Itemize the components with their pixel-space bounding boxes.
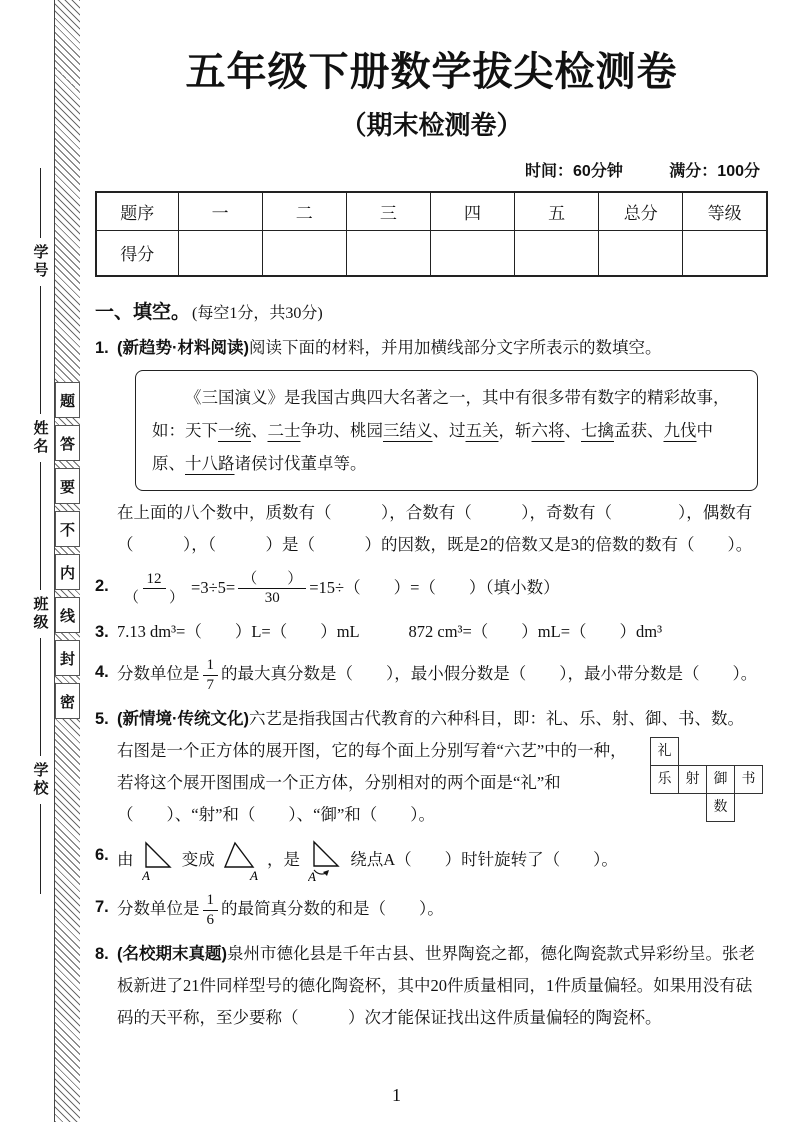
field-class: 班级 — [31, 596, 49, 632]
field-student-number: 学号 — [31, 244, 49, 280]
question-stem: 由 — [117, 850, 134, 870]
material-segment: 、 — [564, 421, 581, 441]
question-text: 7.13 dm³=（ ）L=（ ）mL 872 cm³=（ ）mL=（ ）dm³ — [117, 622, 663, 642]
section-title: 一、填空。 — [95, 302, 191, 323]
seal-char: 答 — [55, 425, 80, 461]
fraction — [120, 570, 188, 609]
student-info-fields — [26, 0, 54, 1122]
denominator: 7 — [206, 676, 214, 693]
net-cell-shu-number: 数 — [706, 793, 735, 822]
full-score: 满分：100分 — [669, 163, 760, 180]
score-table-header-cell: 三 — [346, 192, 430, 230]
question-stem: 泉州市德化县是千年古县、世界陶瓷之都，德化陶瓷款式异彩纷呈。张老板新进了21件同样型号的德化陶瓷杯，其中20件质量相同，1件质量偏轻。如果用没有砝码的天平称，至少要称（ ）次才能保证找出这件质量偏轻的陶瓷杯。 — [117, 943, 755, 1028]
fill-in-text: 在上面的八个数中，质数有（ ），合数有（ ），奇数有（ ），偶数有（ ），（ ）是（ ）的因数，既是2的倍数又是3的倍数的数有（ ）。 — [117, 503, 753, 555]
question-4 — [95, 656, 768, 695]
fraction — [203, 656, 219, 695]
question-number: 7. — [95, 898, 109, 917]
underlined-number: 五关 — [465, 421, 499, 441]
score-cell — [430, 230, 514, 276]
right-triangle-figure-1 — [142, 840, 174, 882]
question-8 — [95, 938, 768, 1035]
net-cell-li: 礼 — [650, 737, 679, 766]
question-stem: 右图是一个正方体的展开图，它的每个面上分别写着“六艺”中的一种，若将这个展开图围成一个正方体，分别相对的两个面是“礼”和（ ）、“射”和（ ）、“御”和（ ）。 — [117, 740, 627, 825]
score-table-header-cell: 五 — [515, 192, 599, 230]
vertex-label: A — [141, 868, 150, 883]
seal-margin — [26, 0, 84, 1122]
net-cell-shu-book: 书 — [734, 765, 763, 794]
question-6 — [95, 839, 768, 883]
question-tag: (新情境·传统文化) — [117, 709, 249, 728]
question-text — [117, 938, 768, 1035]
vertex-label: A — [249, 868, 258, 883]
question-body — [117, 735, 768, 832]
question-text — [117, 332, 768, 364]
material-segment: 争功、桃园 — [300, 421, 383, 441]
field-name: 姓名 — [31, 420, 49, 456]
question-3 — [95, 616, 768, 648]
time-limit: 时间：60分钟 — [525, 163, 623, 180]
field-school: 学校 — [31, 762, 49, 798]
page-number: 1 — [392, 1085, 401, 1105]
question-7 — [95, 891, 768, 930]
score-table-header-cell: 四 — [430, 192, 514, 230]
question-stem: 六艺是指我国古代教育的六种科目，即：礼、乐、射、御、书、数。 — [248, 708, 744, 728]
net-cell-she: 射 — [678, 765, 707, 794]
score-table-header-cell: 等级 — [683, 192, 767, 230]
blank-line — [40, 638, 41, 756]
question-1 — [95, 332, 768, 562]
underlined-number: 七擒 — [581, 421, 614, 441]
blank-line — [40, 804, 41, 894]
question-number: 8. — [95, 944, 109, 963]
underlined-number: 二士 — [267, 421, 301, 441]
section-1-heading — [95, 297, 768, 324]
numerator: （ ） — [238, 570, 306, 590]
question-stem: 分数单位是 — [117, 899, 200, 919]
fraction — [203, 891, 219, 930]
score-table-header-cell: 二 — [262, 192, 346, 230]
section-note: (每空1分，共30分) — [192, 305, 323, 322]
seal-char: 封 — [55, 640, 80, 676]
material-segment: 、过 — [432, 421, 466, 441]
equation-part: =3÷5= — [191, 577, 236, 597]
question-number: 5. — [95, 709, 109, 728]
question-tag: (新趋势·材料阅读) — [117, 339, 249, 357]
fraction — [238, 570, 306, 609]
material-segment: 、 — [251, 421, 268, 441]
net-cell-yu: 御 — [706, 765, 735, 794]
question-stem: 绕点A（ ）时针旋转了（ ）。 — [350, 850, 618, 870]
question-text — [117, 703, 768, 735]
right-triangle-figure-with-arrow — [308, 839, 342, 883]
underlined-number: 六将 — [531, 421, 565, 441]
material-segment: 诸侯讨伐董卓等。 — [234, 454, 367, 474]
material-segment: ，斩 — [498, 421, 532, 441]
question-text — [117, 656, 768, 695]
denominator: 30 — [264, 590, 280, 607]
numerator: 1 — [203, 656, 219, 676]
question-stem: 的最大真分数是（ ），最小假分数是（ ），最小带分数是（ ）。 — [221, 664, 758, 684]
cube-net-figure — [650, 737, 768, 825]
question-stem: 变成 — [181, 850, 215, 870]
question-stem: 阅读下面的材料，并用加横线部分文字所表示的数填空。 — [248, 338, 662, 357]
denominator: 6 — [206, 912, 214, 929]
blank-line — [40, 168, 41, 238]
material-segment: 中原、 — [152, 421, 713, 474]
score-table-header-cell: 总分 — [599, 192, 683, 230]
score-table-header-cell: 一 — [178, 192, 262, 230]
numerator: 1 — [203, 891, 219, 911]
score-cell — [599, 230, 683, 276]
question-number: 2. — [95, 576, 109, 595]
question-5 — [95, 703, 768, 832]
seal-char: 要 — [55, 468, 80, 504]
equation-part: =15÷（ ）=（ ）（填小数） — [309, 577, 560, 597]
score-cell — [262, 230, 346, 276]
score-cell — [515, 230, 599, 276]
seal-hatch-band — [54, 0, 80, 1122]
blank-line — [40, 286, 41, 414]
exam-content — [95, 0, 768, 1034]
question-number: 1. — [95, 339, 109, 357]
question-2 — [95, 570, 768, 609]
question-stem: 分数单位是 — [117, 664, 200, 684]
question-tag: (名校期末真题) — [117, 944, 227, 963]
score-cell — [683, 230, 767, 276]
score-cell — [346, 230, 430, 276]
seal-char: 不 — [55, 511, 80, 547]
subtitle: （期末检测卷） — [340, 110, 523, 140]
question-text — [117, 570, 768, 609]
underlined-number: 一统 — [218, 421, 251, 441]
underlined-number: 九伐 — [663, 421, 697, 441]
underlined-number: 十八路 — [185, 454, 235, 474]
blank-line — [40, 462, 41, 590]
page-title: 五年级下册数学拔尖检测卷 — [185, 50, 678, 94]
score-table-header-cell: 题序 — [96, 192, 178, 230]
numerator: 12 — [143, 570, 166, 590]
underlined-number: 三结义 — [383, 421, 433, 441]
material-box — [135, 370, 758, 491]
net-cell-yue: 乐 — [650, 765, 679, 794]
question-number: 6. — [95, 846, 109, 865]
question-stem: ，是 — [267, 850, 300, 870]
seal-char: 密 — [55, 683, 80, 719]
question-stem: 的最简真分数的和是（ ）。 — [221, 899, 444, 919]
question-text — [117, 839, 768, 883]
material-segment: 孟获、 — [614, 421, 664, 441]
question-text — [117, 891, 768, 930]
score-table — [95, 191, 768, 277]
score-row-label: 得分 — [96, 230, 178, 276]
seal-char: 内 — [55, 554, 80, 590]
denominator: （ ） — [124, 590, 185, 607]
material-segment: 《三国演义》是我国古典四大名著之一，其中有很多带有数字的精彩故事，如：天下 — [152, 388, 730, 441]
question-number: 4. — [95, 663, 109, 682]
vertex-label: A — [308, 869, 317, 884]
seal-char: 线 — [55, 597, 80, 633]
question-number: 3. — [95, 623, 109, 642]
seal-char: 题 — [55, 382, 80, 418]
material-text — [152, 381, 741, 480]
rotated-triangle-figure — [223, 840, 259, 882]
score-cell — [178, 230, 262, 276]
exam-meta — [95, 158, 768, 181]
